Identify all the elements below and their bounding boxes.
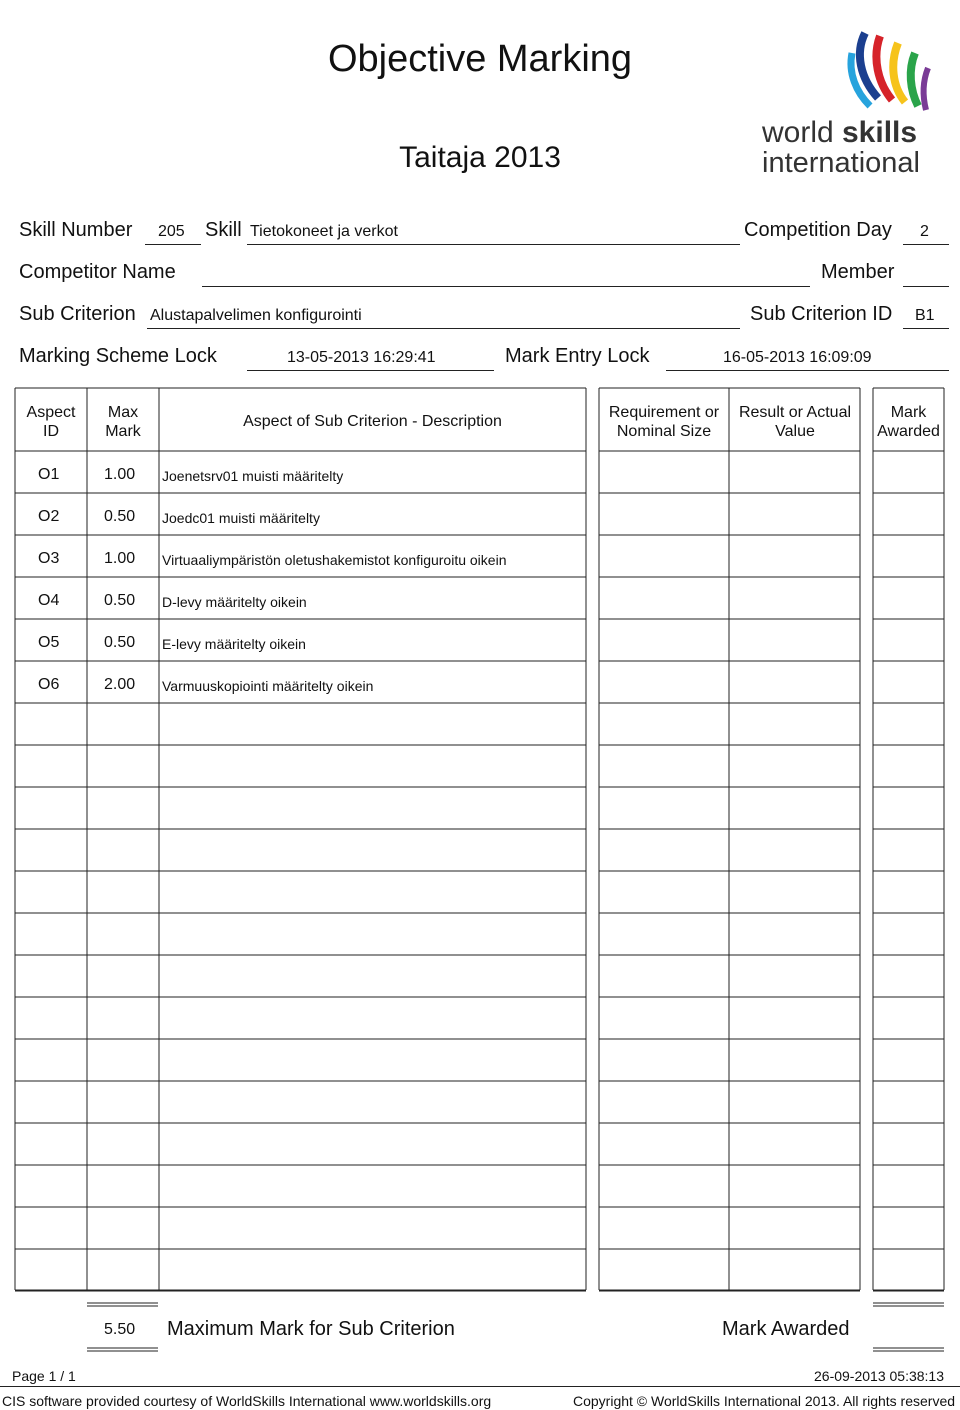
row-2-max: 0.50 (104, 508, 136, 525)
sub-criterion-value: Alustapalvelimen konfigurointi (150, 307, 362, 324)
row-5-max: 0.50 (104, 634, 136, 651)
footer-credit: CIS software provided courtesy of WorldSkills International www.worldskills.org (2, 1393, 492, 1409)
row-2-id: O2 (38, 508, 60, 525)
header-requirement: Requirement or Nominal Size (608, 404, 720, 440)
row-1-id: O1 (38, 466, 60, 483)
skill-number-value: 205 (158, 223, 185, 240)
header-max-mark: Max Mark (105, 404, 141, 440)
logo-word-world: world (762, 116, 834, 149)
row-3-description: Virtuaaliympäristön oletushakemistot konfiguroitu oikein (162, 552, 507, 568)
row-2-description: Joedc01 muisti määritelty (162, 510, 320, 526)
max-total-value: 5.50 (104, 1321, 136, 1338)
row-3-max: 1.00 (104, 550, 136, 567)
member-label: Member (821, 261, 895, 283)
skill-value: Tietokoneet ja verkot (250, 223, 398, 240)
footer-copyright: Copyright © WorldSkills International 2013. All rights reserved (573, 1393, 956, 1409)
row-5-id: O5 (38, 634, 60, 651)
event-title: Taitaja 2013 (399, 141, 561, 174)
row-4-description: D-levy määritelty oikein (162, 594, 307, 610)
mark-awarded-total-label: Mark Awarded (722, 1318, 850, 1340)
marking-scheme-lock-value: 13-05-2013 16:29:41 (287, 349, 436, 366)
row-4-id: O4 (38, 592, 60, 609)
marking-scheme-lock-label: Marking Scheme Lock (19, 345, 217, 367)
footer-divider (0, 1386, 960, 1387)
competition-day-label: Competition Day (744, 219, 892, 241)
header-result: Result or Actual Value (738, 404, 852, 440)
logo-word-international: international (762, 147, 920, 178)
mark-entry-lock-label: Mark Entry Lock (505, 345, 650, 367)
logo-word-skills: skills (842, 116, 918, 149)
skill-number-label: Skill Number (19, 219, 133, 241)
page-title: Objective Marking (327, 38, 633, 80)
competition-day-value: 2 (920, 223, 929, 240)
header-aspect-id: Aspect ID (26, 404, 76, 440)
row-5-description: E-levy määritelty oikein (162, 636, 306, 652)
row-6-max: 2.00 (104, 676, 136, 693)
sub-criterion-id-label: Sub Criterion ID (750, 303, 893, 325)
row-1-max: 1.00 (104, 466, 136, 483)
skill-label: Skill (205, 219, 242, 241)
header-mark-awarded: Mark Awarded (877, 404, 940, 440)
row-1-description: Joenetsrv01 muisti määritelty (162, 468, 344, 484)
sub-criterion-label: Sub Criterion (19, 303, 136, 325)
sub-criterion-id-value: B1 (915, 307, 935, 324)
mark-entry-lock-value: 16-05-2013 16:09:09 (723, 349, 872, 366)
row-6-id: O6 (38, 676, 60, 693)
header-description: Aspect of Sub Criterion - Description (243, 413, 502, 430)
page-number: Page 1 / 1 (12, 1368, 76, 1384)
row-6-description: Varmuuskopiointi määritelty oikein (162, 678, 374, 694)
printed-timestamp: 26-09-2013 05:38:13 (814, 1368, 944, 1384)
row-3-id: O3 (38, 550, 60, 567)
row-4-max: 0.50 (104, 592, 136, 609)
max-total-label: Maximum Mark for Sub Criterion (167, 1318, 455, 1340)
competitor-name-label: Competitor Name (19, 261, 176, 283)
